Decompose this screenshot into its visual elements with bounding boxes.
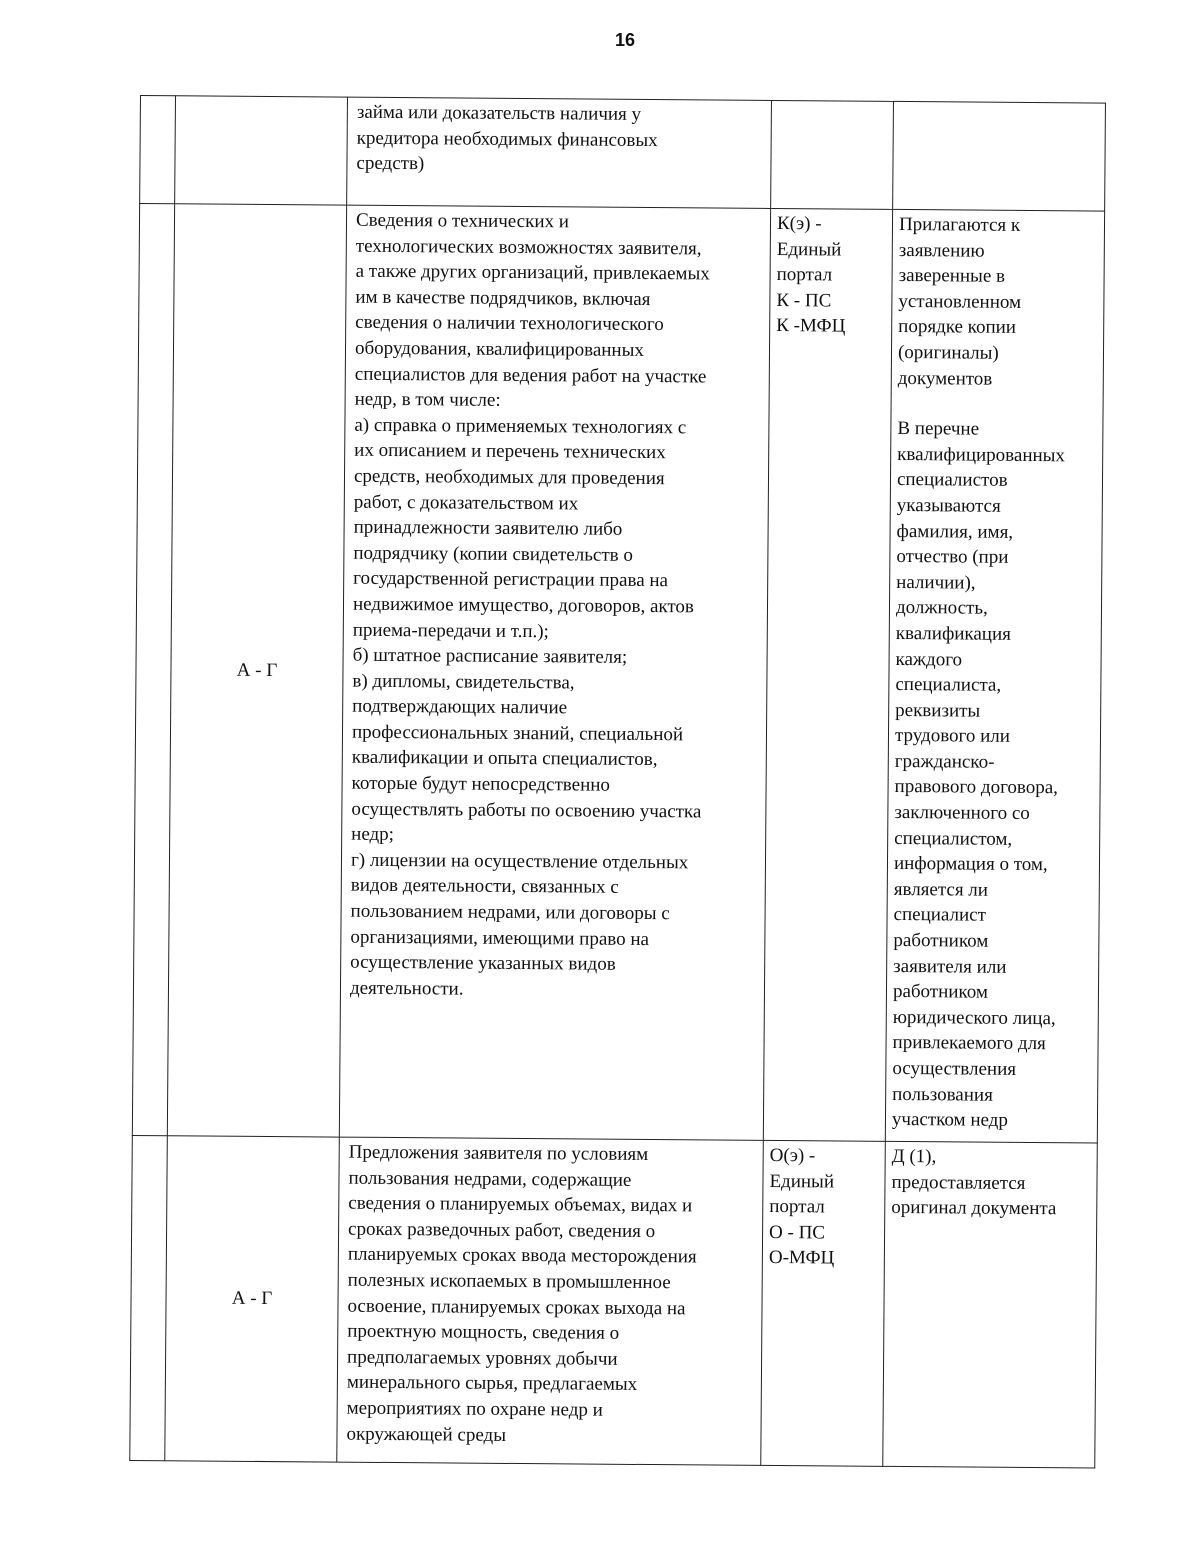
submission-method-cell: К(э) - Единый портал К - ПС К -МФЦ <box>763 208 892 1141</box>
notes-cell <box>893 101 1106 211</box>
submission-method-cell: О(э) - Единый портал О - ПС О-МФЦ <box>761 1140 886 1466</box>
document-description-cell: займа или доказательств наличия у кредитора необходимых финансовых средств) <box>347 97 772 208</box>
table-row <box>130 1135 1098 1468</box>
notes-cell <box>885 209 1104 1143</box>
page-number: 16 <box>614 30 636 50</box>
applicant-category-cell <box>175 96 348 205</box>
requirements-table <box>129 95 1106 1469</box>
note-text: Прилагаются к заявлению заверенные в установленном порядке копии (оригиналы) документов <box>897 213 1022 390</box>
note-text: Д (1), предоставляется оригинал документа <box>891 1145 1057 1220</box>
document-description-cell: Предложения заявителя по условиям пользования недрами, содержащие сведения о планируемых объемах, видах и сроках разведочных работ, сведения о планируемых сроках ввода месторождения полезных ископаемых в промышленное освоение, планируемых сроках выхода на проектную мощность, сведения о предполагаемых уровнях добычи минерального сырья, предлагаемых мероприятиях по охране недр и окружающей среды <box>337 1137 764 1465</box>
row-index-cell <box>130 1135 168 1460</box>
note-text: В перечне квалифицированных специалистов указываются фамилия, имя, отчество (при наличии), должность, квалификация каждого специалиста, реквизиты трудового или гражданско- правового договора, заключенного со специалистом, информация о том, является ли специалист работником заявителя или работником юридического лица, привлекаемого для осуществления пользования участком недр <box>891 418 1066 1132</box>
table-row <box>132 204 1104 1144</box>
table-row <box>140 96 1106 212</box>
note-text <box>900 104 1101 106</box>
applicant-category-cell: А - Г <box>165 1136 340 1462</box>
applicant-category-cell: А - Г <box>167 204 346 1137</box>
notes-cell <box>883 1141 1098 1468</box>
submission-method-cell <box>771 100 894 209</box>
document-description-cell: Сведения о технических и технологических возможностях заявителя, а также других организаций, привлекаемых им в качестве подрядчиков, включая сведения о наличии технологического оборудования, квалифицированных специалистов для ведения работ на участке недр, в том числе: а) справка о применяемых технологиях с их описанием и перечень технических средств, необходимых для проведения работ, с доказательством их принадлежности заявителю либо подрядчику (копии свидетельств о государственной регистрации права на недвижимое имущество, договоров, актов приема-передачи и т.п.); б) штатное расписание заявителя; в) дипломы, свидетельства, подтверждающих наличие профессиональных знаний, специальной квалификации и опыта специалистов, которые будут непосредственно осуществлять работы по освоению участка недр; г) лицензии на осуществление отдельных видов деятельности, связанных с пользованием недрами, или договоры с организациями, имеющими право на осуществление указанных видов деятельности. <box>339 205 770 1140</box>
row-index-cell <box>140 96 176 204</box>
